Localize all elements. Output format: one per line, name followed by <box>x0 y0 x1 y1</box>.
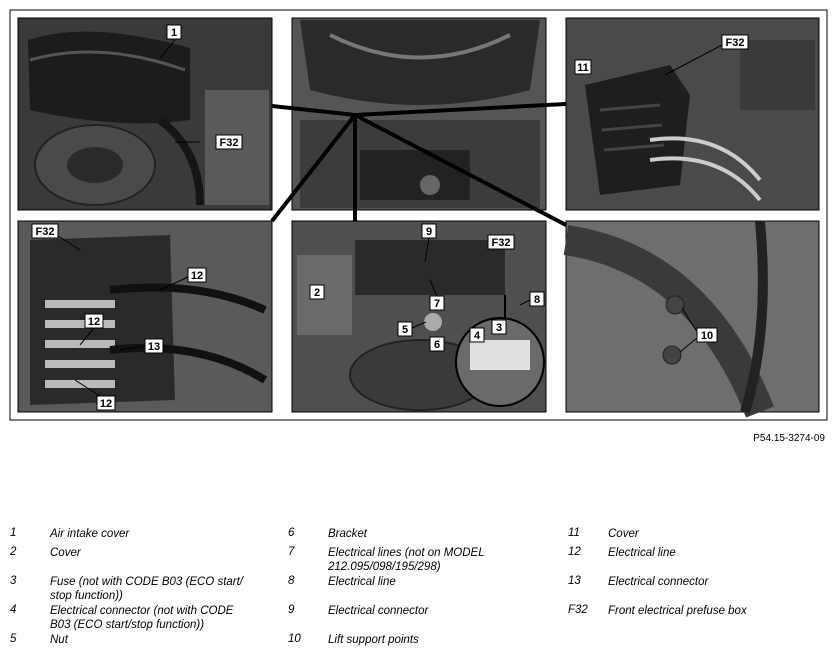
callout-label: F32 <box>219 137 239 149</box>
photo-panel-prefuse-box <box>566 18 819 210</box>
legend-item-text: Cover <box>608 528 639 540</box>
legend-item-text: Electrical line <box>608 547 676 559</box>
legend-item-text: Electrical connector (not with CODE B03 (ECO start/stop function)) <box>50 605 234 631</box>
legend-item-text: Fuse (not with CODE B03 (ECO start/ stop function)) <box>50 576 244 602</box>
callout-label: 12 <box>99 398 113 410</box>
callout-label: F32 <box>491 237 511 249</box>
callout-label: 5 <box>401 324 409 336</box>
callout-label: F32 <box>35 226 55 238</box>
photo-panel-air-intake <box>18 18 272 210</box>
legend-item-number: 5 <box>10 633 17 645</box>
legend-item-text: Electrical line <box>328 576 396 588</box>
legend-item-text: Air intake cover <box>50 528 130 540</box>
legend-item-number: 11 <box>568 527 580 539</box>
photo-panel-fuse-lines <box>18 221 272 412</box>
legend-item-text: Nut <box>50 634 68 646</box>
callout-label: 6 <box>433 339 441 351</box>
legend-item-text: Electrical connector <box>328 605 429 617</box>
legend-item-number: F32 <box>568 604 588 616</box>
legend-item-number: 7 <box>288 546 295 558</box>
legend-item-number: 1 <box>10 527 17 539</box>
callout-label: 8 <box>533 294 541 306</box>
legend-item-number: 4 <box>10 604 17 616</box>
legend-item-text: Front electrical prefuse box <box>608 605 747 617</box>
callout-label: 3 <box>495 322 503 334</box>
legend-item-number: 10 <box>288 633 301 645</box>
legend-item-number: 6 <box>288 527 295 539</box>
legend-item-number: 2 <box>10 546 17 558</box>
legend-item-text: Electrical lines (not on MODEL 212.095/098/195/298) <box>328 547 485 573</box>
callout-label: 4 <box>473 330 481 342</box>
callout-label: 13 <box>147 341 161 353</box>
callout-label: 1 <box>170 27 178 39</box>
photo-panel-lift-points <box>566 221 819 412</box>
legend-item-text: Electrical connector <box>608 576 709 588</box>
callout-label: 9 <box>425 226 433 238</box>
callout-label: 7 <box>433 298 441 310</box>
photo-panel-connector-detail <box>292 221 546 412</box>
legend-item-text: Lift support points <box>328 634 419 646</box>
callout-label: 10 <box>700 330 714 342</box>
callout-label: 12 <box>87 316 101 328</box>
callout-label: 12 <box>190 270 204 282</box>
legend-item-number: 12 <box>568 546 581 558</box>
callout-label: 11 <box>577 62 589 74</box>
figure-reference-code: P54.15-3274-09 <box>753 433 825 444</box>
legend-item-number: 3 <box>10 575 17 587</box>
callout-label: 2 <box>313 287 321 299</box>
legend-item-text: Cover <box>50 547 81 559</box>
legend-item-number: 13 <box>568 575 581 587</box>
legend-item-number: 8 <box>288 575 295 587</box>
callout-label: F32 <box>725 37 745 49</box>
legend-item-text: Bracket <box>328 528 367 540</box>
legend-item-number: 9 <box>288 604 295 616</box>
